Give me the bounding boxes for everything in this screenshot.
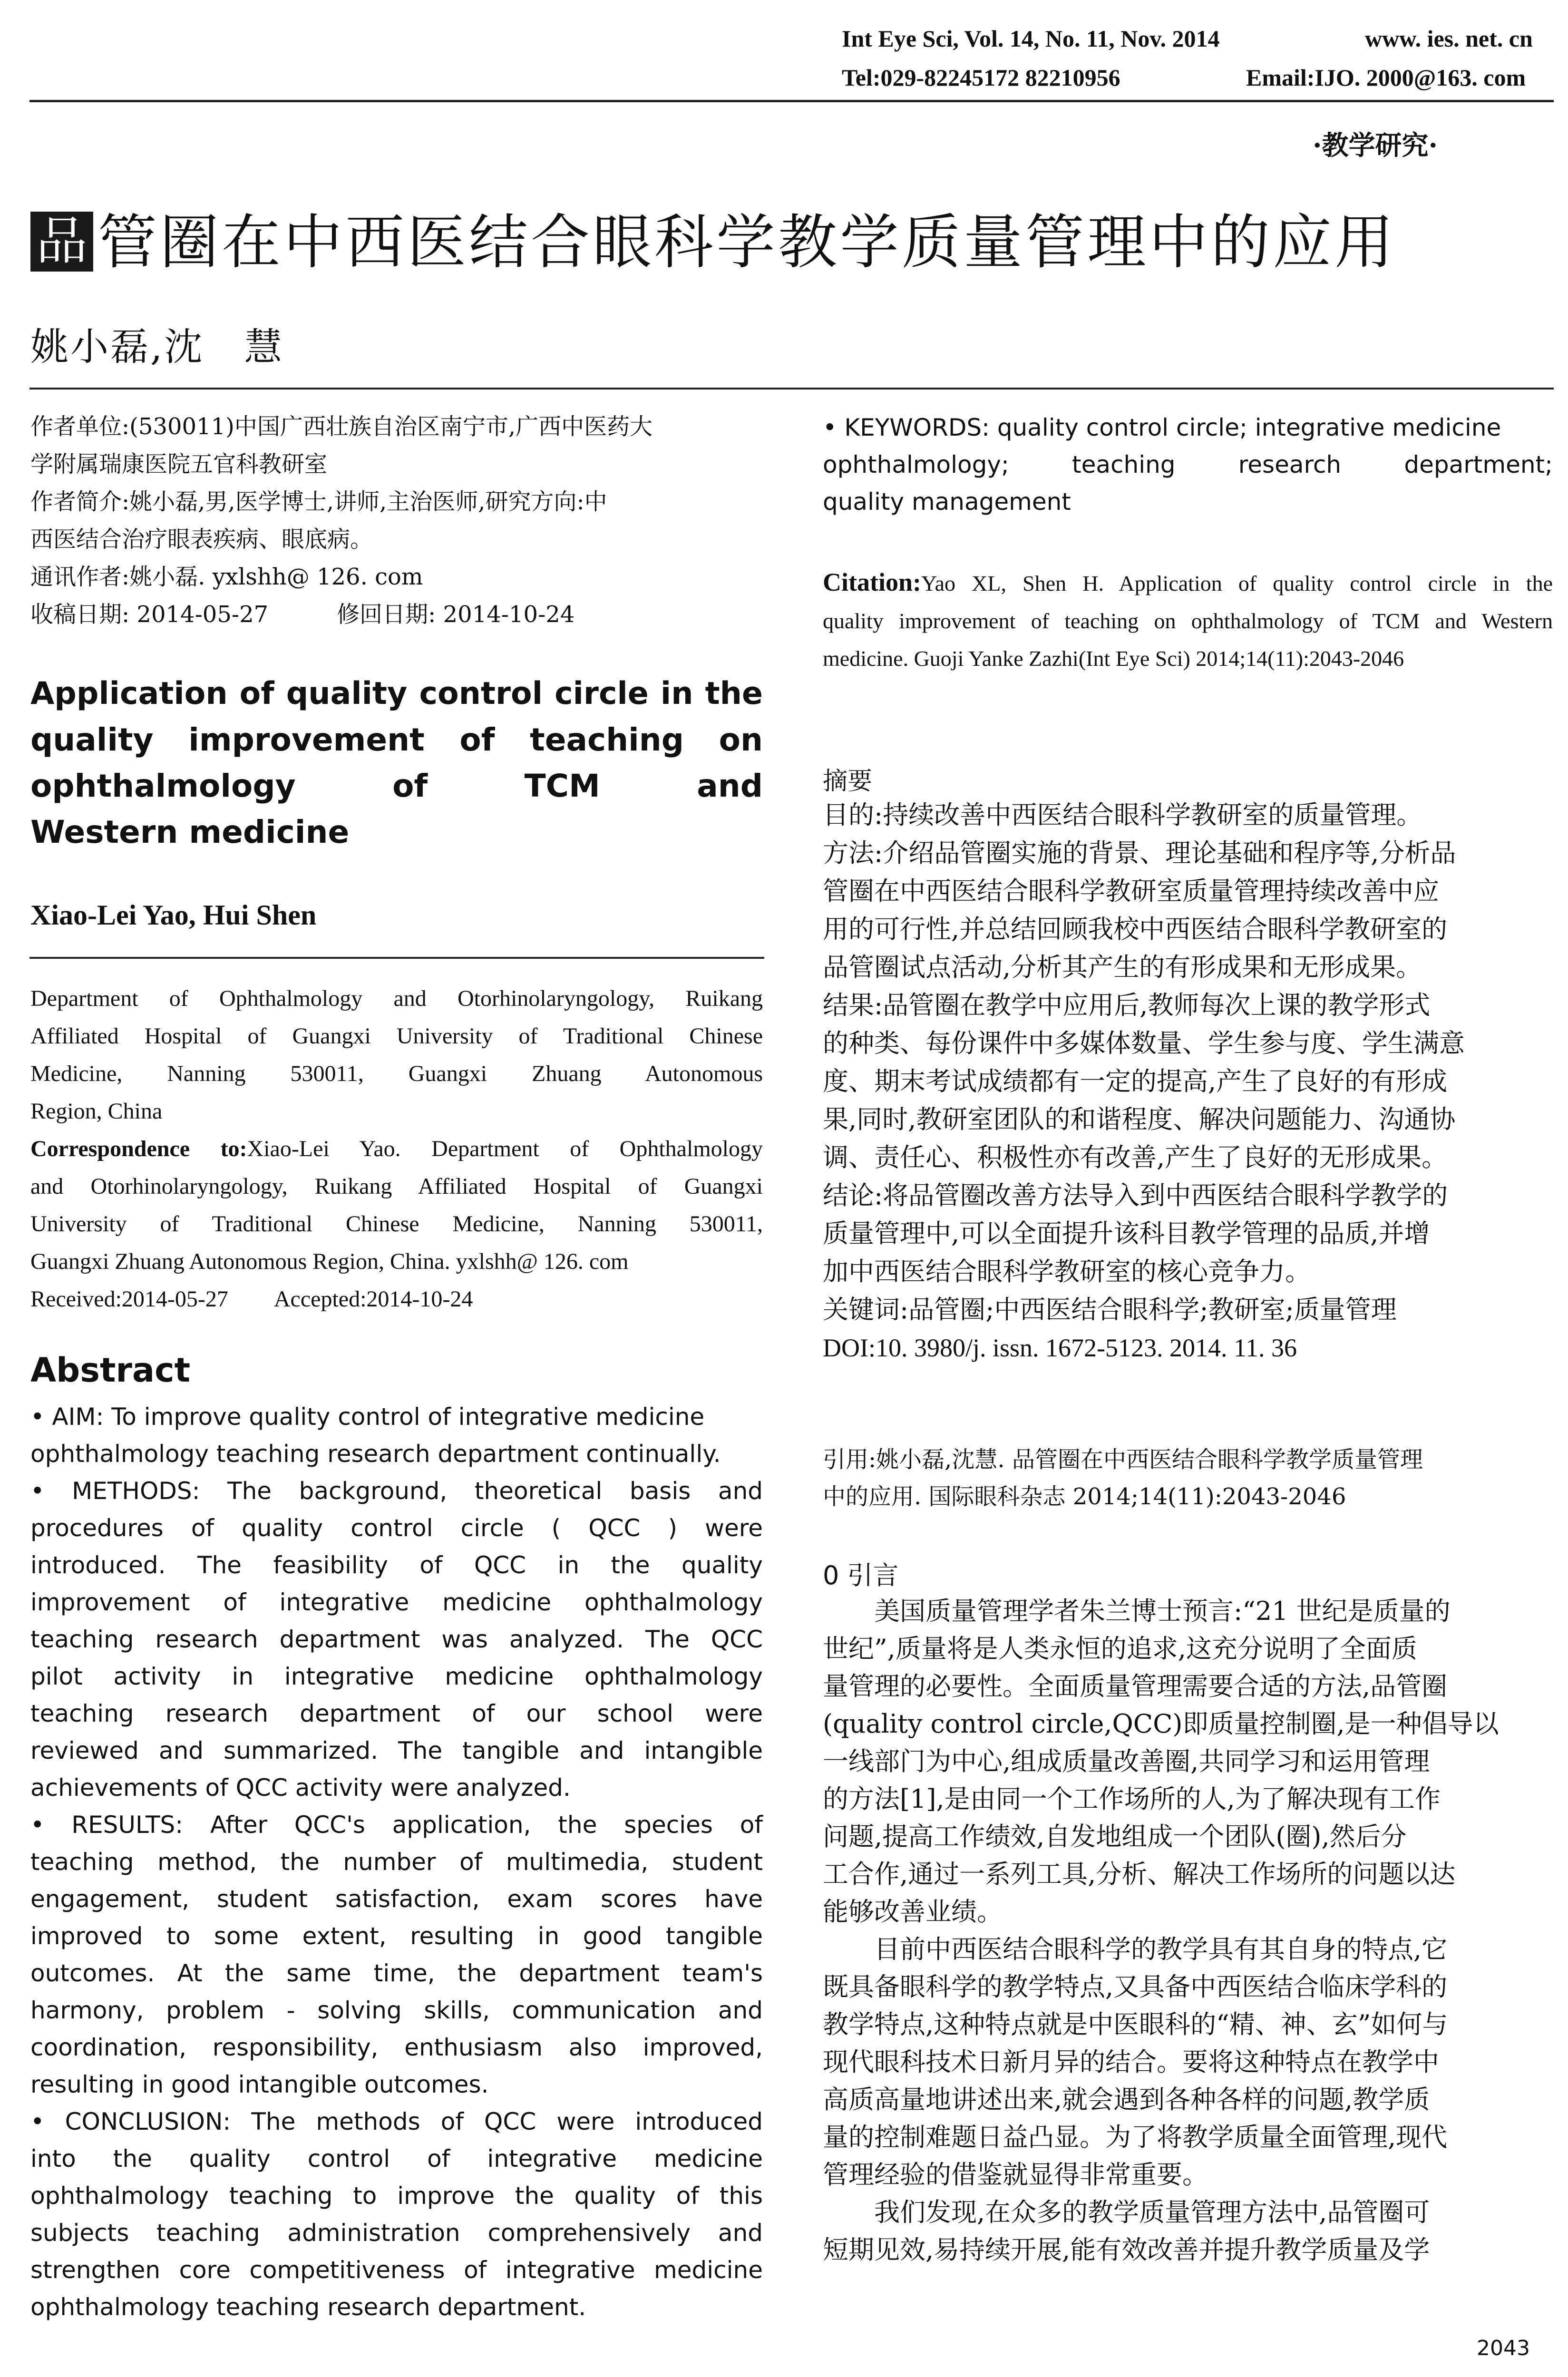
abstract-line: strengthen core competitiveness of integrative medicine [30, 2256, 763, 2284]
intro-body [823, 1592, 1553, 2269]
keywords-line: • KEYWORDS: quality control circle; integrative medicine [823, 414, 1501, 441]
cn-abstract-line: 方法:介绍品管圈实施的背景、理论基础和程序等,分析品 [823, 838, 1456, 868]
abstract-line: • RESULTS: After QCC's application, the species of [30, 1811, 763, 1839]
cn-abstract-line: 用的可行性,并总结回顾我校中西医结合眼科学教研室的 [823, 914, 1448, 944]
abstract-line: engagement, student satisfaction, exam scores have [30, 1885, 763, 1913]
affil-en-line: Medicine, Nanning 530011, Guangxi Zhuang Autonomous [30, 1061, 763, 1086]
title-rule [29, 388, 1554, 390]
cn-keywords: 关键词:品管圈;中西医结合眼科学;教研室;质量管理 [823, 1295, 1397, 1325]
abstract-line: introduced. The feasibility of QCC in the quality [30, 1551, 763, 1579]
cn-abstract-line: 结论:将品管圈改善方法导入到中西医结合眼科学教学的 [823, 1180, 1448, 1210]
english-title-line: Application of quality control circle in the [30, 676, 763, 711]
affil-en-line: Department of Ophthalmology and Otorhinolaryngology, Ruikang [30, 986, 763, 1011]
intro-line: 管理经验的借鉴就显得非常重要。 [823, 2160, 1208, 2190]
intro-line: (quality control circle,QCC)即质量控制圈,是一种倡导以 [823, 1709, 1499, 1739]
english-title-line: ophthalmology of TCM and [30, 768, 763, 804]
citation-line: quality improvement of teaching on ophthalmology of TCM and Western [823, 609, 1553, 633]
cn-citation [823, 1441, 1553, 1515]
cn-abstract-line: 调、责任心、积极性亦有改善,产生了良好的无形成果。 [823, 1142, 1448, 1172]
title-logo-char: 品 [36, 212, 88, 271]
abstract-line: harmony, problem - solving skills, communication and [30, 1997, 763, 2024]
citation-label: Citation: [823, 568, 921, 596]
paper-title: 管圈在中西医结合眼科学教学质量管理中的应用 [98, 208, 1397, 277]
affil-line: 作者简介:姚小磊,男,医学博士,讲师,主治医师,研究方向:中 [30, 488, 607, 515]
journal-website[interactable]: www. ies. net. cn [1365, 25, 1533, 52]
cn-abstract-line: 加中西医结合眼科学教研室的核心竞争力。 [823, 1257, 1311, 1286]
affiliation-cn [30, 408, 763, 633]
cn-abstract-line: 的种类、每份课件中多媒体数量、学生参与度、学生满意 [823, 1028, 1465, 1058]
abstract-line: • CONCLUSION: The methods of QCC were introduced [30, 2108, 763, 2135]
abstract-line: improved to some extent, resulting in good tangible [30, 1922, 763, 1950]
correspondence-line: University of Traditional Chinese Medicine, Nanning 530011, [30, 1211, 763, 1237]
abstract-heading: Abstract [30, 1351, 191, 1390]
correspondence-label: Correspondence to: [30, 1136, 247, 1161]
affil-line: 收稿日期: 2014-05-27 修回日期: 2014-10-24 [30, 601, 575, 628]
abstract-line: ophthalmology teaching research department continually. [30, 1440, 721, 1468]
affil-line: 西医结合治疗眼表疾病、眼底病。 [30, 526, 373, 553]
abstract-line: teaching method, the number of multimedia, student [30, 1848, 763, 1876]
correspondence-line: Guangxi Zhuang Autonomous Region, China. yxlshh@ 126. com [30, 1249, 629, 1274]
abstract-line: outcomes. At the same time, the department team's [30, 1959, 763, 1987]
abstract-line: teaching research department of our school were [30, 1700, 763, 1727]
authors-en-rule [29, 957, 764, 959]
page-number: 2043 [1477, 2336, 1530, 2360]
keywords-line: quality management [823, 488, 1071, 516]
abstract-body [30, 1398, 763, 2326]
abstract-line: ophthalmology teaching to improve the quality of this [30, 2182, 763, 2210]
intro-line: 一线部门为中心,组成质量改善圈,共同学习和运用管理 [823, 1746, 1430, 1776]
abstract-line: procedures of quality control circle ( QCC ) were [30, 1514, 763, 1542]
journal-email[interactable]: Email:IJO. 2000@163. com [1246, 64, 1526, 91]
abstract-line: reviewed and summarized. The tangible and intangible [30, 1737, 763, 1764]
cn-citation-line: 引用:姚小磊,沈慧. 品管圈在中西医结合眼科学教学质量管理 [823, 1446, 1423, 1473]
abstract-line: teaching research department was analyzed. The QCC [30, 1626, 763, 1653]
affil-en-line: Region, China [30, 1099, 163, 1124]
intro-line: 教学特点,这种特点就是中医眼科的“精、神、玄”如何与 [823, 2009, 1448, 2039]
keywords-line: ophthalmology; teaching research department; [823, 451, 1553, 478]
authors-cn: 姚小磊,沈 慧 [30, 325, 284, 369]
intro-line: 的方法[1],是由同一个工作场所的人,为了解决现有工作 [823, 1784, 1441, 1814]
intro-line: 我们发现,在众多的教学质量管理方法中,品管圈可 [823, 2197, 1430, 2227]
abstract-line: improvement of integrative medicine ophthalmology [30, 1588, 763, 1616]
cn-abstract-line: 度、期末考试成绩都有一定的提高,产生了良好的有形成 [823, 1066, 1448, 1096]
intro-line: 目前中西医结合眼科学的教学具有其自身的特点,它 [823, 1934, 1448, 1964]
citation-text: Yao XL, Shen H. Application of quality control circle in the [921, 571, 1553, 595]
affil-line: 作者单位:(530011)中国广西壮族自治区南宁市,广西中医药大 [30, 413, 653, 440]
intro-line: 量的控制难题日益凸显。为了将教学质量全面管理,现代 [823, 2122, 1448, 2152]
cn-citation-line: 中的应用. 国际眼科杂志 2014;14(11):2043-2046 [823, 1483, 1346, 1510]
abstract-line: • METHODS: The background, theoretical basis and [30, 1477, 763, 1505]
doi: DOI:10. 3980/j. issn. 1672-5123. 2014. 11. 36 [823, 1334, 1297, 1362]
intro-line: 既具备眼科学的教学特点,又具备中西医结合临床学科的 [823, 1972, 1448, 2002]
header-rule [29, 100, 1554, 102]
cn-abstract-heading: 摘要 [823, 767, 873, 796]
affil-line: 通讯作者:姚小磊. yxlshh@ 126. com [30, 564, 423, 590]
english-title-line: Western medicine [30, 814, 350, 850]
abstract-line: subjects teaching administration comprehensively and [30, 2219, 763, 2247]
title-logo [30, 212, 93, 272]
intro-line: 短期见效,易持续开展,能有效改善并提升教学质量及学 [823, 2235, 1430, 2265]
keywords-block [823, 409, 1553, 520]
authors-en: Xiao-Lei Yao, Hui Shen [30, 899, 317, 931]
abstract-line: ophthalmology teaching research department. [30, 2293, 586, 2321]
intro-line: 能够改善业绩。 [823, 1897, 1003, 1927]
affiliation-en [30, 980, 763, 1318]
correspondence-line: and Otorhinolaryngology, Ruikang Affiliated Hospital of Guangxi [30, 1174, 763, 1199]
intro-heading: 0 引言 [823, 1560, 899, 1590]
cn-abstract-line: 管圈在中西医结合眼科学教研室质量管理持续改善中应 [823, 876, 1439, 906]
section-label: ·教学研究· [1313, 130, 1438, 161]
abstract-line: pilot activity in integrative medicine ophthalmology [30, 1663, 763, 1690]
journal-tel: Tel:029-82245172 82210956 [842, 64, 1120, 91]
correspondence-text: Xiao-Lei Yao. Department of Ophthalmology [247, 1136, 763, 1161]
english-title-line: quality improvement of teaching on [30, 721, 763, 758]
correspondence-line [30, 1130, 763, 1168]
cn-abstract-line: 果,同时,教研室团队的和谐程度、解决问题能力、沟通协 [823, 1104, 1456, 1134]
abstract-line: resulting in good intangible outcomes. [30, 2071, 489, 2098]
citation-line: medicine. Guoji Yanke Zazhi(Int Eye Sci) 2014;14(11):2043-2046 [823, 646, 1404, 671]
received-accepted: Received:2014-05-27 Accepted:2014-10-24 [30, 1286, 473, 1312]
intro-line: 工合作,通过一系列工具,分析、解决工作场所的问题以达 [823, 1859, 1456, 1889]
intro-line: 现代眼科技术日新月异的结合。要将这种特点在教学中 [823, 2047, 1439, 2077]
citation-block [823, 564, 1553, 677]
abstract-line: achievements of QCC activity were analyzed. [30, 1774, 571, 1802]
intro-line: 世纪”,质量将是人类永恒的追求,这充分说明了全面质 [823, 1634, 1417, 1664]
affil-line: 学附属瑞康医院五官科教研室 [30, 451, 328, 477]
intro-line: 高质高量地讲述出来,就会遇到各种各样的问题,教学质 [823, 2085, 1430, 2114]
cn-abstract-body [823, 796, 1553, 1367]
affil-en-line: Affiliated Hospital of Guangxi University of Traditional Chinese [30, 1023, 763, 1049]
abstract-line: into the quality control of integrative medicine [30, 2145, 763, 2172]
cn-abstract-line: 目的:持续改善中西医结合眼科学教研室的质量管理。 [823, 800, 1422, 830]
abstract-line: coordination, responsibility, enthusiasm also improved, [30, 2034, 763, 2061]
english-title [30, 671, 763, 855]
cn-abstract-line: 品管圈试点活动,分析其产生的有形成果和无形成果。 [823, 952, 1422, 982]
cn-abstract-line: 结果:品管圈在教学中应用后,教师每次上课的教学形式 [823, 990, 1431, 1020]
cn-abstract-line: 质量管理中,可以全面提升该科目教学管理的品质,并增 [823, 1218, 1430, 1248]
citation-line [823, 564, 1553, 602]
intro-line: 量管理的必要性。全面质量管理需要合适的方法,品管圈 [823, 1671, 1448, 1701]
journal-info: Int Eye Sci, Vol. 14, No. 11, Nov. 2014 [842, 25, 1220, 52]
intro-line: 问题,提高工作绩效,自发地组成一个团队(圈),然后分 [823, 1822, 1407, 1851]
abstract-line: • AIM: To improve quality control of integrative medicine [30, 1403, 705, 1431]
intro-line: 美国质量管理学者朱兰博士预言:“21 世纪是质量的 [823, 1596, 1451, 1626]
